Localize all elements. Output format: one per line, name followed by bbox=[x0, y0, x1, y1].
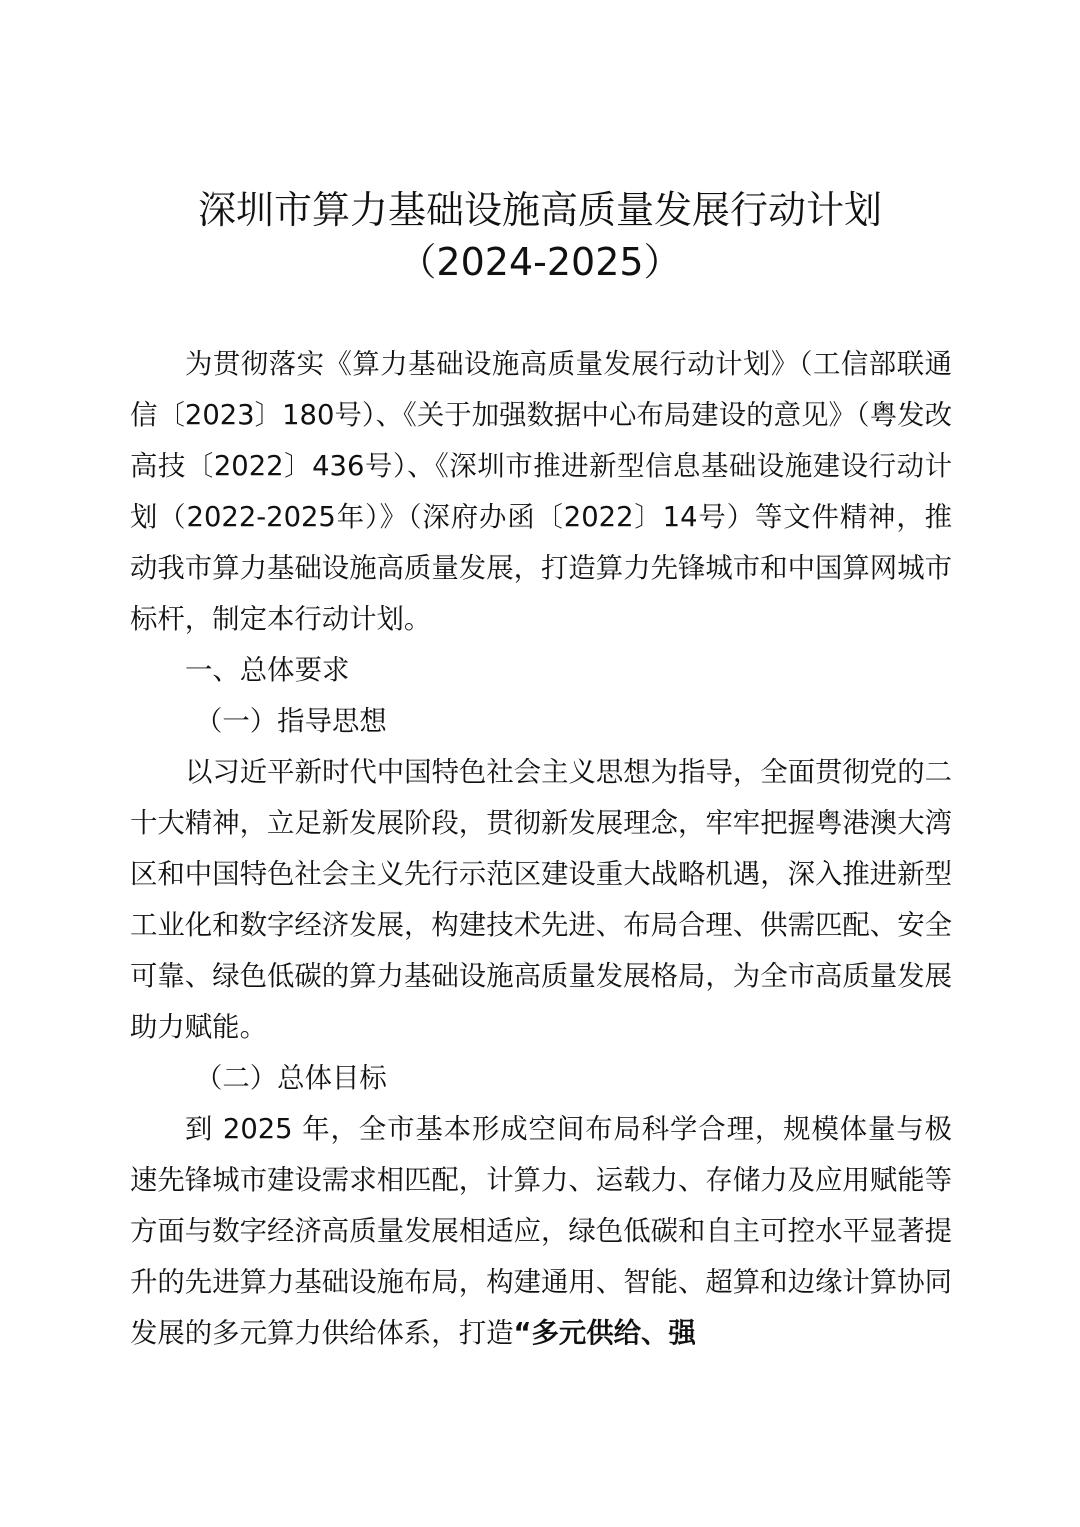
document-body bbox=[130, 339, 952, 1359]
document-title-years: （2024-2025） bbox=[398, 240, 682, 284]
subsection-heading-guiding-ideology: （一）指导思想 bbox=[195, 706, 387, 737]
intro-paragraph: 为贯彻落实《算力基础设施高质量发展行动计划》（工信部联通信〔2023〕180号）、《关于加强数据中心布局建设的意见》（粤发改高技〔2022〕436号）、《深圳市推进新型信息基础设施建设行动计划（2022-2025年）》（深府办函〔2022〕14号）等文件精神，推动我市算力基础设施高质量发展，打造算力先锋城市和中国算网城市标杆，制定本行动计划。 bbox=[130, 349, 952, 635]
overall-goal-bold-text: “多元供给、强 bbox=[513, 1318, 696, 1349]
guiding-ideology-paragraph: 以习近平新时代中国特色社会主义思想为指导，全面贯彻党的二十大精神，立足新发展阶段，贯彻新发展理念，牢牢把握粤港澳大湾区和中国特色社会主义先行示范区建设重大战略机遇，深入推进新型工业化和数字经济发展，构建技术先进、布局合理、供需匹配、安全可靠、绿色低碳的算力基础设施高质量发展格局，为全市高质量发展助力赋能。 bbox=[130, 757, 952, 1043]
document-title: 深圳市算力基础设施高质量发展行动计划 bbox=[197, 188, 882, 232]
overall-goal-text: 到 2025 年，全市基本形成空间布局科学合理，规模体量与极速先锋城市建设需求相匹配，计算力、运载力、存储力及应用赋能等方面与数字经济高质量发展相适应，绿色低碳和自主可控水平显著提升的先进算力基础设施布局，构建通用、智能、超算和边缘计算协同发展的多元算力供给体系，打造 bbox=[130, 1114, 952, 1349]
overall-goal-paragraph bbox=[130, 1104, 952, 1359]
section-heading-general-requirements: 一、总体要求 bbox=[185, 655, 350, 686]
subsection-heading-overall-goal: （二）总体目标 bbox=[195, 1063, 387, 1094]
